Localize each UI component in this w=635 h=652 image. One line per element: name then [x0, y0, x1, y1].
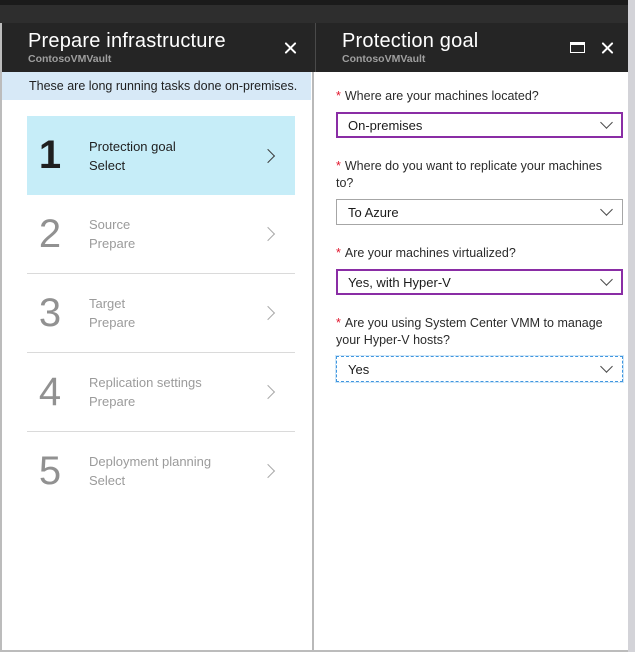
dropdown-value: To Azure [348, 204, 399, 220]
machines-located-dropdown[interactable] [336, 112, 623, 138]
chevron-right-icon [261, 385, 275, 399]
field-replicate-to [336, 158, 622, 225]
step-title: Source [89, 217, 131, 232]
chevron-right-icon [261, 227, 275, 241]
required-asterisk: * [336, 89, 341, 103]
prepare-infrastructure-blade [2, 23, 311, 650]
field-label-text: Are you using System Center VMM to manage your Hyper-V hosts? [336, 316, 603, 347]
frame-border-left [0, 23, 2, 652]
portal-top-background [0, 0, 635, 23]
chevron-right-icon [261, 306, 275, 320]
close-icon [283, 40, 298, 55]
step-number: 3 [38, 290, 62, 335]
step-status: Select [89, 473, 126, 488]
field-label-text: Are your machines virtualized? [344, 246, 516, 260]
step-1-protection-goal[interactable] [27, 116, 295, 195]
prepare-infrastructure-header [2, 23, 311, 72]
vmm-manage-dropdown[interactable] [336, 356, 623, 382]
close-button[interactable] [592, 23, 622, 72]
step-status: Prepare [89, 315, 136, 330]
step-3-target[interactable] [27, 273, 295, 352]
close-button[interactable] [275, 23, 305, 72]
field-label-text: Where are your machines located? [344, 89, 539, 103]
chevron-down-icon [600, 360, 613, 373]
protection-goal-blade [316, 23, 628, 650]
blade-subtitle: ContosoVMVault [28, 53, 112, 65]
field-label [336, 158, 622, 192]
required-asterisk: * [336, 316, 341, 330]
step-number: 1 [38, 133, 62, 177]
protection-goal-form [316, 72, 628, 402]
field-virtualized [336, 245, 622, 295]
blade-gap-header [311, 23, 316, 72]
dropdown-value: Yes, with Hyper-V [348, 274, 451, 290]
chevron-down-icon [600, 273, 613, 286]
maximize-button[interactable] [562, 23, 592, 72]
step-number: 2 [38, 211, 62, 256]
chevron-right-icon [261, 148, 275, 162]
field-label [336, 315, 622, 349]
field-label [336, 245, 622, 262]
dropdown-value: Yes [348, 361, 370, 377]
replicate-to-dropdown[interactable] [336, 199, 623, 225]
required-asterisk: * [336, 159, 341, 173]
blade-subtitle: ContosoVMVault [342, 53, 426, 65]
blade-title: Prepare infrastructure [28, 30, 226, 52]
step-number: 4 [38, 369, 62, 414]
step-title: Deployment planning [89, 454, 212, 469]
chevron-right-icon [261, 464, 275, 478]
field-machines-located [336, 88, 622, 138]
scrollbar-track[interactable] [628, 0, 635, 652]
step-5-deployment-planning[interactable] [27, 431, 295, 510]
required-asterisk: * [336, 246, 341, 260]
field-vmm-manage [336, 315, 622, 382]
blade-title: Protection goal [342, 30, 479, 52]
protection-goal-header [316, 23, 628, 72]
maximize-icon [570, 42, 585, 53]
field-label-text: Where do you want to replicate your machines to? [336, 159, 602, 190]
step-title: Replication settings [89, 375, 202, 390]
step-status: Select [89, 157, 126, 173]
step-title: Target [89, 296, 126, 311]
step-status: Prepare [89, 394, 136, 409]
step-number: 5 [38, 448, 62, 493]
step-4-replication-settings[interactable] [27, 352, 295, 431]
step-2-source[interactable] [27, 195, 295, 273]
blade-divider [312, 72, 314, 650]
chevron-down-icon [600, 116, 613, 129]
dropdown-value: On-premises [348, 117, 423, 133]
chevron-down-icon [600, 203, 613, 216]
step-title: Protection goal [89, 138, 176, 154]
info-banner-text: These are long running tasks done on-premises. [29, 79, 298, 93]
step-status: Prepare [89, 236, 136, 251]
wizard-steps-list [2, 100, 311, 510]
field-label [336, 88, 622, 105]
virtualized-dropdown[interactable] [336, 269, 623, 295]
info-banner [2, 72, 311, 100]
close-icon [600, 40, 615, 55]
